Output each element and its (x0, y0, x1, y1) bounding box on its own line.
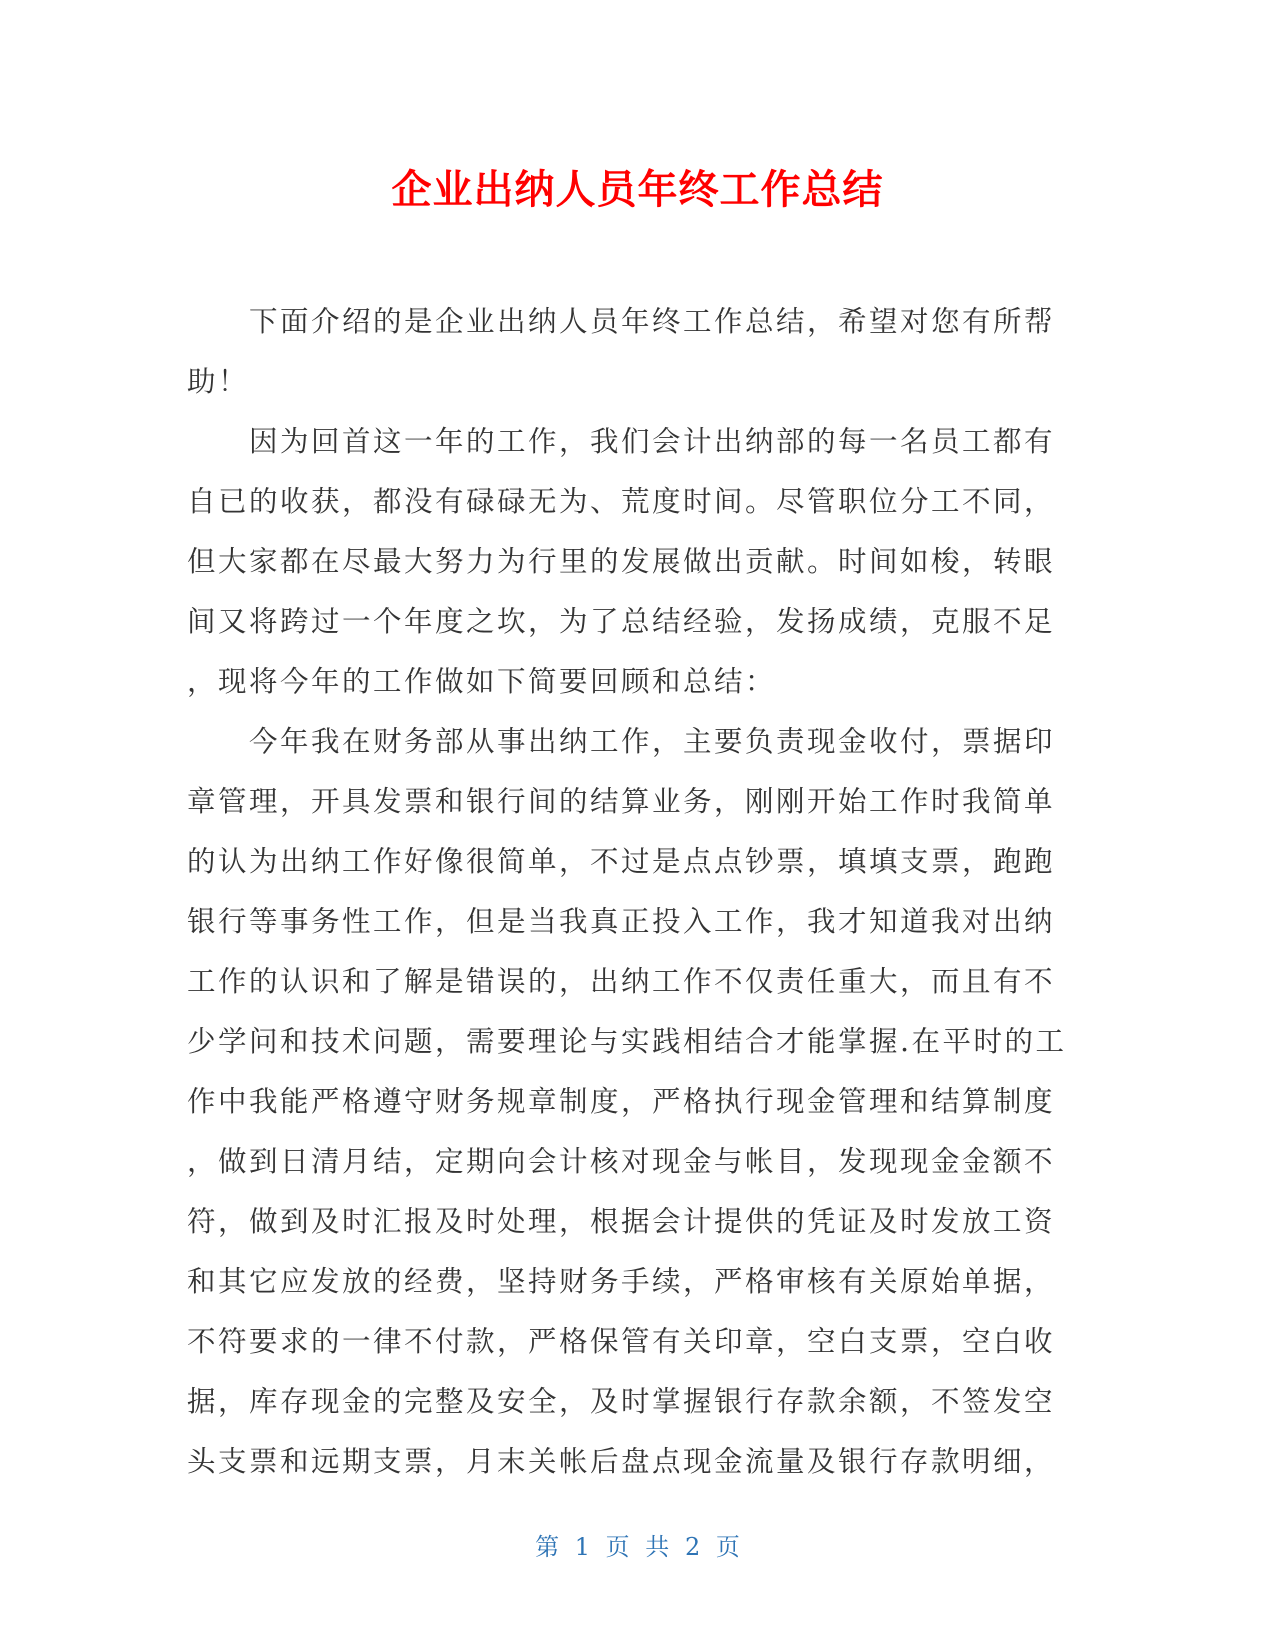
page-number-footer: 第 1 页 共 2 页 (535, 1533, 740, 1561)
body-line: 银行等事务性工作，但是当我真正投入工作，我才知道我对出纳 (187, 905, 1056, 938)
body-line: ，做到日清月结，定期向会计核对现金与帐目，发现现金金额不 (187, 1145, 1056, 1178)
body-line: 据，库存现金的完整及安全，及时掌握银行存款余额，不签发空 (187, 1385, 1056, 1418)
body-line: 下面介绍的是企业出纳人员年终工作总结，希望对您有所帮 (187, 305, 1056, 338)
document-title: 企业出纳人员年终工作总结 (391, 167, 884, 213)
body-line: 章管理，开具发票和银行间的结算业务，刚刚开始工作时我简单 (187, 785, 1056, 818)
body-line: 助！ (187, 365, 250, 398)
body-line: 但大家都在尽最大努力为行里的发展做出贡献。时间如梭，转眼 (187, 545, 1056, 578)
body-line: 工作的认识和了解是错误的，出纳工作不仅责任重大，而且有不 (187, 965, 1056, 998)
body-line: 自已的收获，都没有碌碌无为、荒度时间。尽管职位分工不同， (187, 485, 1056, 518)
body-line: 作中我能严格遵守财务规章制度，严格执行现金管理和结算制度 (187, 1085, 1056, 1118)
body-line: ，现将今年的工作做如下简要回顾和总结： (187, 665, 777, 698)
body-line: 和其它应发放的经费，坚持财务手续，严格审核有关原始单据， (187, 1265, 1056, 1298)
body-line: 头支票和远期支票，月末关帐后盘点现金流量及银行存款明细， (187, 1445, 1056, 1478)
body-line: 间又将跨过一个年度之坎，为了总结经验，发扬成绩，克服不足 (187, 605, 1056, 638)
body-line: 今年我在财务部从事出纳工作，主要负责现金收付，票据印 (187, 725, 1056, 758)
body-line: 符，做到及时汇报及时处理，根据会计提供的凭证及时发放工资 (187, 1205, 1056, 1238)
body-line: 的认为出纳工作好像很简单，不过是点点钞票，填填支票，跑跑 (187, 845, 1056, 878)
document-body (187, 292, 1067, 1492)
body-line: 不符要求的一律不付款，严格保管有关印章，空白支票，空白收 (187, 1325, 1056, 1358)
body-line: 少学问和技术问题，需要理论与实践相结合才能掌握.在平时的工 (187, 1025, 1067, 1058)
body-line: 因为回首这一年的工作，我们会计出纳部的每一名员工都有 (187, 425, 1056, 458)
